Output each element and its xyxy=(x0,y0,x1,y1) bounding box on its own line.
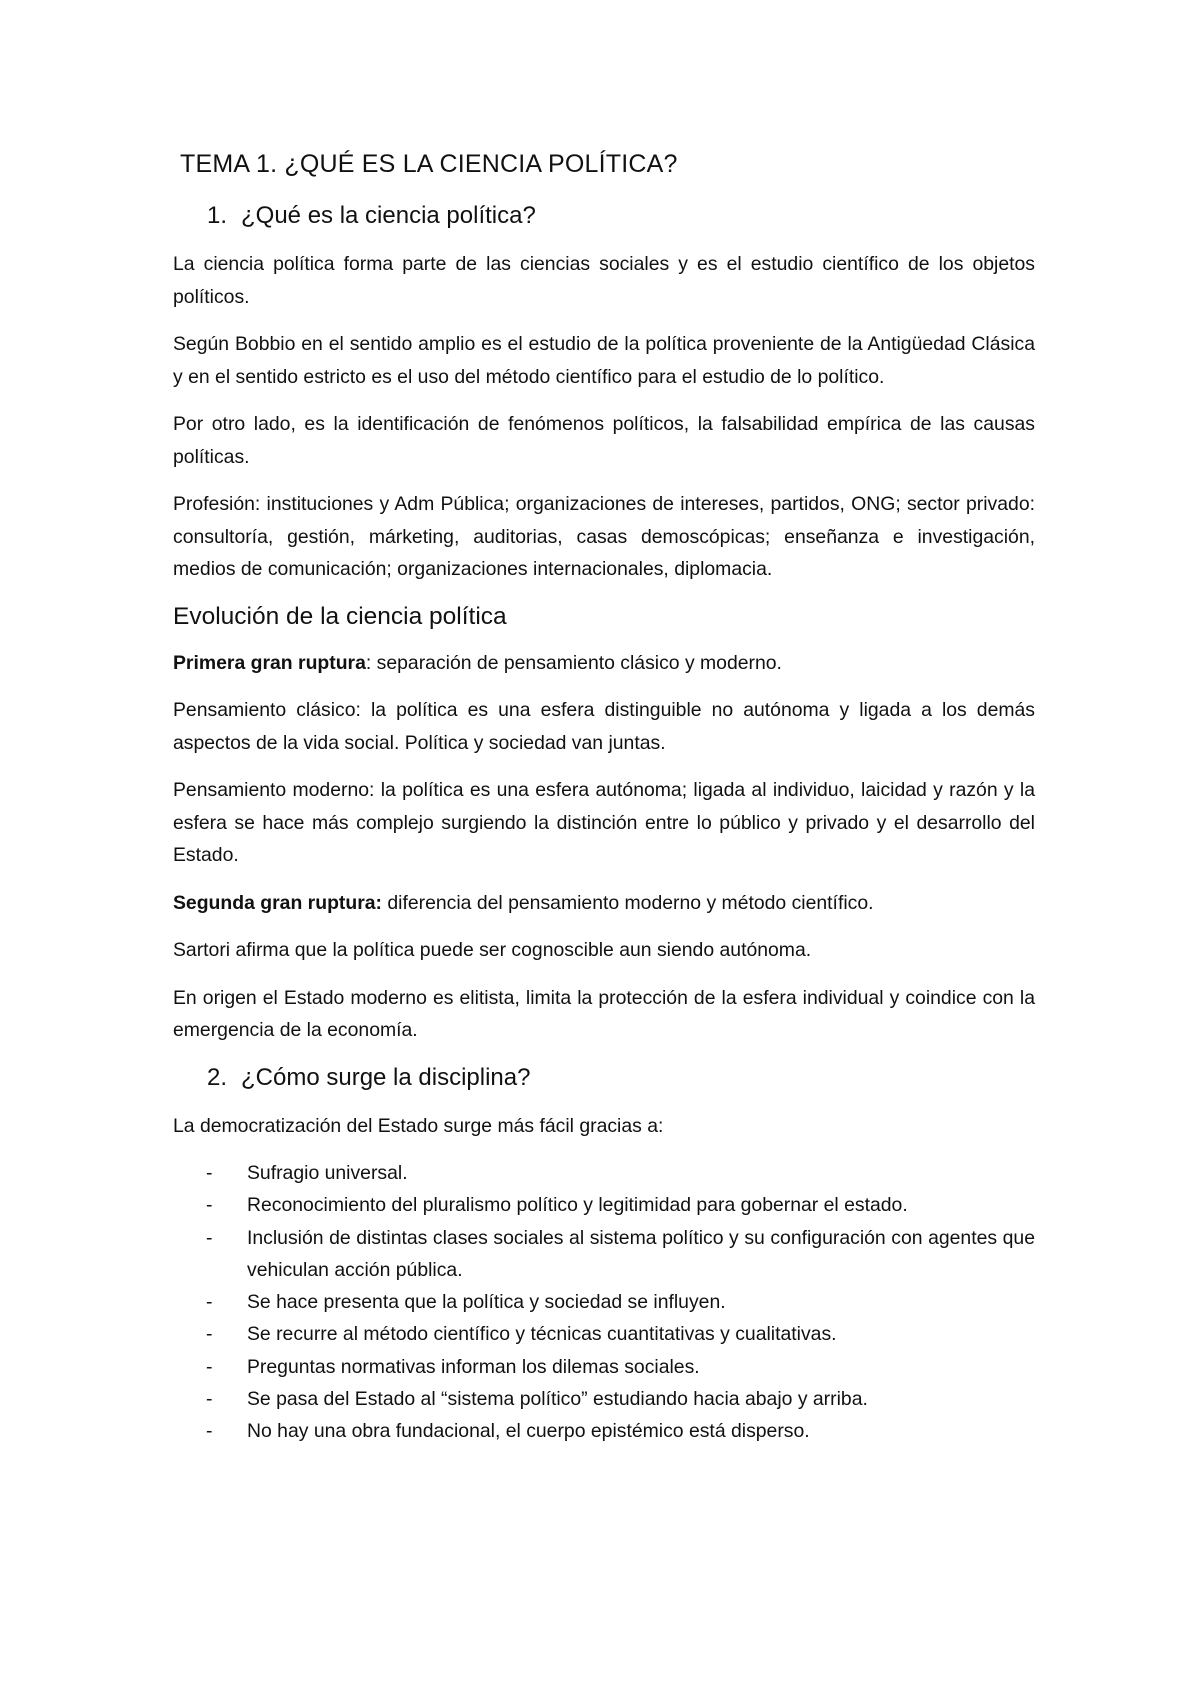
section-2-heading-text: ¿Cómo surge la disciplina? xyxy=(241,1063,531,1091)
second-break-label: Segunda gran ruptura: xyxy=(173,891,382,914)
paragraph: En origen el Estado moderno es elitista, limita la protección de la esfera individual y coindice con la emergencia de la economía. xyxy=(173,986,1035,1041)
first-break-text: : separación de pensamiento clásico y moderno. xyxy=(365,651,782,674)
first-break-paragraph xyxy=(173,647,1035,680)
paragraph: Según Bobbio en el sentido amplio es el estudio de la política proveniente de la Antigüedad Clásica y en el sentido estricto es el uso del método científico para el estudio de lo político. xyxy=(173,333,1035,388)
dash-bullet: - xyxy=(206,1420,213,1443)
paragraph: Profesión: instituciones y Adm Pública; organizaciones de intereses, partidos, ONG; sector privado: consultoría, gestión, márketing, auditorias, casas demoscópicas; enseñanza e investigación, medios de comunicación; organizaciones internacionales, diplomacia. xyxy=(173,493,1035,580)
paragraph: Pensamiento clásico: la política es una esfera distinguible no autónoma y ligada a los demás aspectos de la vida social. Política y sociedad van juntas. xyxy=(173,699,1035,754)
dash-bullet: - xyxy=(206,1388,213,1411)
list-item: - No hay una obra fundacional, el cuerpo epistémico está disperso. xyxy=(173,1415,1035,1447)
paragraph: Por otro lado, es la identificación de fenómenos políticos, la falsabilidad empírica de las causas políticas. xyxy=(173,413,1035,468)
list-item: - Se recurre al método científico y técnicas cuantitativas y cualitativas. xyxy=(173,1318,1035,1350)
document-title: TEMA 1. ¿QUÉ ES LA CIENCIA POLÍTICA? xyxy=(180,150,678,178)
dash-bullet: - xyxy=(206,1355,213,1378)
dash-bullet: - xyxy=(206,1323,213,1346)
dash-bullet: - xyxy=(206,1162,213,1184)
democratization-list xyxy=(173,1157,1035,1448)
paragraph: Sartori afirma que la política puede ser cognoscible aun siendo autónoma. xyxy=(173,939,812,961)
dash-bullet: - xyxy=(206,1194,213,1217)
section-2-heading xyxy=(173,1062,1035,1094)
paragraph: La ciencia política forma parte de las ciencias sociales y es el estudio científico de los objetos políticos. xyxy=(173,253,1035,308)
section-1-number: 1. xyxy=(207,202,228,229)
list-item: - Sufragio universal. xyxy=(173,1157,1035,1189)
paragraph: La democratización del Estado surge más fácil gracias a: xyxy=(173,1114,664,1137)
dash-bullet: - xyxy=(206,1291,213,1314)
paragraph: Pensamiento moderno: la política es una esfera autónoma; ligada al individuo, laicidad y razón y la esfera se hace más complejo surgiendo la distinción entre lo público y privado y el desarrollo del Estado. xyxy=(173,779,1035,866)
second-break-text: diferencia del pensamiento moderno y método científico. xyxy=(382,891,874,914)
list-item: - Inclusión de distintas clases sociales al sistema político y su configuración con agentes que vehiculan acción pública. xyxy=(173,1222,1035,1287)
section-1-heading-text: ¿Qué es la ciencia política? xyxy=(241,202,536,229)
first-break-label: Primera gran ruptura xyxy=(173,651,366,674)
section-1-heading xyxy=(173,200,1035,232)
evolution-heading: Evolución de la ciencia política xyxy=(173,602,507,630)
list-item: - Preguntas normativas informan los dilemas sociales. xyxy=(173,1351,1035,1383)
second-break-paragraph xyxy=(173,887,1035,920)
list-item: - Reconocimiento del pluralismo político y legitimidad para gobernar el estado. xyxy=(173,1189,1035,1221)
list-item: - Se pasa del Estado al “sistema político” estudiando hacia abajo y arriba. xyxy=(173,1383,1035,1415)
document-page xyxy=(173,148,1035,1448)
section-2-number: 2. xyxy=(207,1063,228,1091)
dash-bullet: - xyxy=(206,1226,213,1249)
list-item: - Se hace presenta que la política y sociedad se influyen. xyxy=(173,1286,1035,1318)
